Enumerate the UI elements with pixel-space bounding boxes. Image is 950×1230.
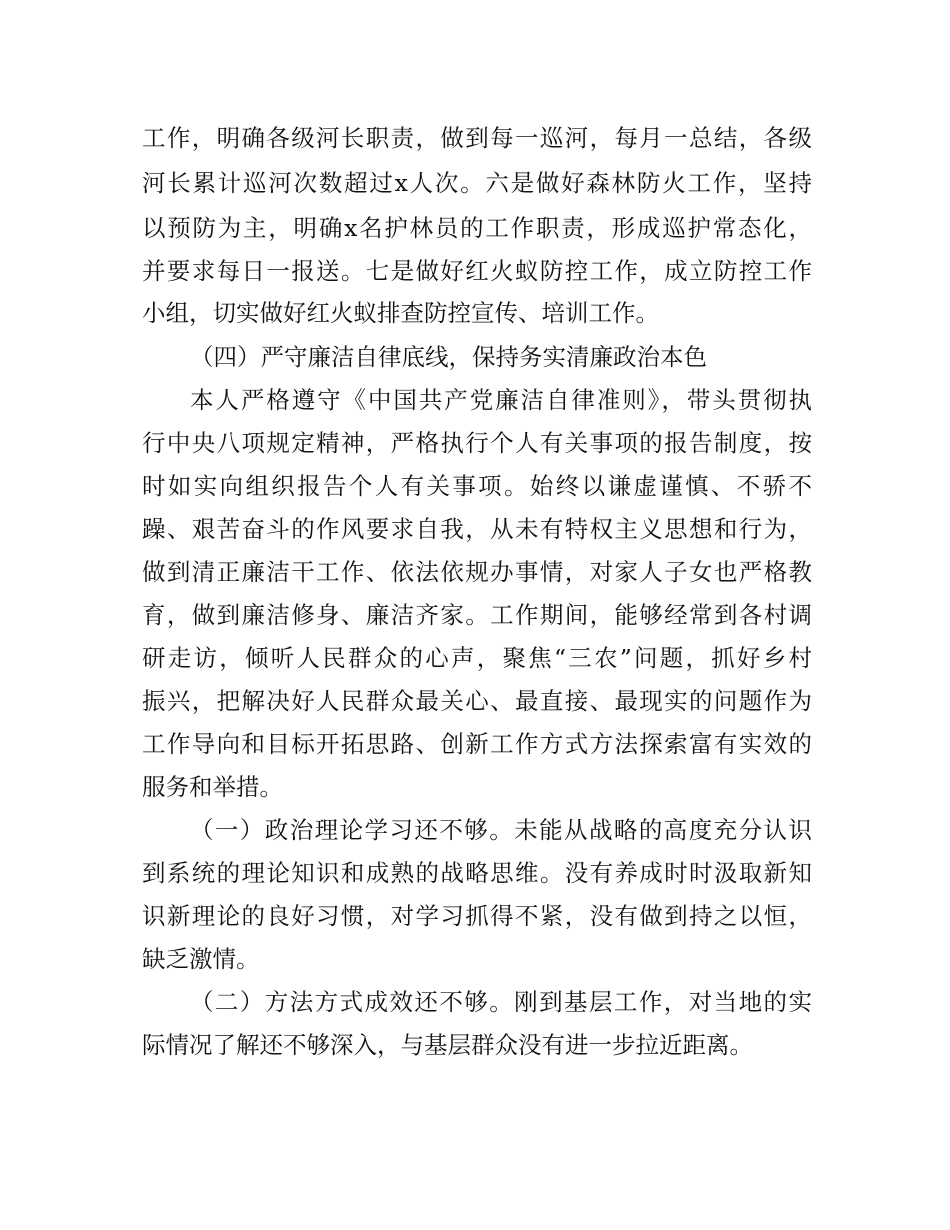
text-line: 行中央八项规定精神，严格执行个人有关事项的报告制度，按 bbox=[142, 429, 812, 457]
text-line: 际情况了解还不够深入，与基层群众没有进一步拉近距离。 bbox=[142, 1031, 753, 1059]
text-line: 到系统的理论知识和成熟的战略思维。没有养成时时汲取新知 bbox=[142, 859, 812, 887]
text-line: 并要求每日一报送。七是做好红火蚁防控工作，成立防控工作 bbox=[142, 257, 812, 285]
section-heading: （一）政治理论学习还不够。未能从战略的高度充分认识 bbox=[190, 816, 812, 844]
text-line: 育，做到廉洁修身、廉洁齐家。工作期间，能够经常到各村调 bbox=[142, 601, 812, 629]
text-line: 服务和举措。 bbox=[142, 773, 283, 801]
text-line: 做到清正廉洁干工作、依法依规办事情，对家人子女也严格教 bbox=[142, 558, 812, 586]
section-heading: （四）严守廉洁自律底线，保持务实清廉政治本色 bbox=[190, 343, 707, 371]
text-line: 工作导向和目标开拓思路、创新工作方式方法探索富有实效的 bbox=[142, 730, 812, 758]
text-line: 本人严格遵守《中国共产党廉洁自律准则》，带头贯彻执 bbox=[190, 386, 812, 414]
text-line: 研走访，倾听人民群众的心声，聚焦“三农”问题，抓好乡村 bbox=[142, 644, 812, 672]
text-line: 识新理论的良好习惯，对学习抓得不紧，没有做到持之以恒， bbox=[142, 902, 812, 930]
text-line: 振兴，把解决好人民群众最关心、最直接、最现实的问题作为 bbox=[142, 687, 812, 715]
text-line: 躁、艰苦奋斗的作风要求自我，从未有特权主义思想和行为， bbox=[142, 515, 812, 543]
text-line: 时如实向组织报告个人有关事项。始终以谦虚谨慎、不骄不 bbox=[142, 472, 812, 500]
text-line: 工作，明确各级河长职责，做到每一巡河，每月一总结，各级 bbox=[142, 124, 812, 152]
text-line: 河长累计巡河次数超过x人次。六是做好森林防火工作，坚持 bbox=[142, 169, 812, 197]
section-heading: （二）方法方式成效还不够。刚到基层工作，对当地的实 bbox=[190, 988, 812, 1016]
text-line: 缺乏激情。 bbox=[142, 945, 260, 973]
text-line: 以预防为主，明确x名护林员的工作职责，形成巡护常态化， bbox=[142, 214, 812, 242]
text-line: 小组，切实做好红火蚁排查防控宣传、培训工作。 bbox=[142, 299, 659, 327]
